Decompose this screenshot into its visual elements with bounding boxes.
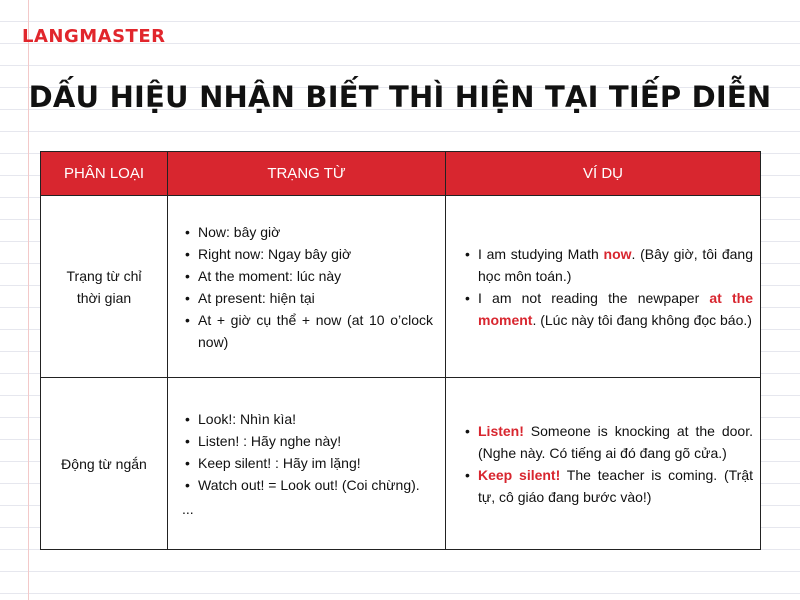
highlight-text: Listen!: [478, 422, 524, 439]
list-item: • Watch out! = Look out! (Coi chừng).: [182, 474, 433, 496]
list-item: • At present: hiện tại: [182, 287, 433, 309]
category-cell: Trạng từ chỉ thời gian: [41, 196, 168, 378]
list-more: ...: [182, 500, 194, 517]
highlight-text: now: [603, 245, 632, 262]
category-cell: Động từ ngắn: [41, 378, 168, 550]
examples-cell: [446, 196, 761, 378]
list-item: • Right now: Ngay bây giờ: [182, 243, 433, 265]
adverbs-cell: [168, 378, 446, 550]
list-item: • Listen! Someone is knocking at the door. (Nghe này. Có tiếng ai đó đang gõ cửa.): [462, 420, 753, 464]
header-adverbs: TRẠNG TỪ: [168, 152, 446, 196]
adverbs-cell: [168, 196, 446, 378]
list-item: • Now: bây giờ: [182, 221, 433, 243]
highlight-text: at the moment: [478, 289, 753, 328]
list-item: • Keep silent! : Hãy im lặng!: [182, 452, 433, 474]
example-list: [462, 420, 753, 508]
list-item: • I am studying Math now. (Bây giờ, tôi đang học môn toán.): [462, 243, 753, 287]
example-list: [462, 243, 753, 331]
list-item: • At + giờ cụ thể + now (at 10 o’clock now): [182, 309, 433, 353]
table-row: [41, 196, 761, 378]
table-header-row: [41, 152, 761, 196]
examples-cell: [446, 378, 761, 550]
list-item: • Keep silent! The teacher is coming. (Trật tự, cô giáo đang bước vào!): [462, 464, 753, 508]
list-item: • At the moment: lúc này: [182, 265, 433, 287]
brand-logo: LANGMASTER: [22, 26, 166, 47]
list-item: • Listen! : Hãy nghe này!: [182, 430, 433, 452]
list-item: • I am not reading the newpaper at the moment. (Lúc này tôi đang không đọc báo.): [462, 287, 753, 331]
table-row: [41, 378, 761, 550]
header-examples: VÍ DỤ: [446, 152, 761, 196]
list-item: • Look!: Nhìn kìa!: [182, 408, 433, 430]
adverb-list: [182, 221, 433, 353]
highlight-text: Keep silent!: [478, 466, 561, 483]
adverb-list: [182, 408, 433, 520]
signs-table: [40, 151, 761, 550]
header-category: PHÂN LOẠI: [41, 152, 168, 196]
page-title: DẤU HIỆU NHẬN BIẾT THÌ HIỆN TẠI TIẾP DIỄN: [28, 80, 772, 114]
